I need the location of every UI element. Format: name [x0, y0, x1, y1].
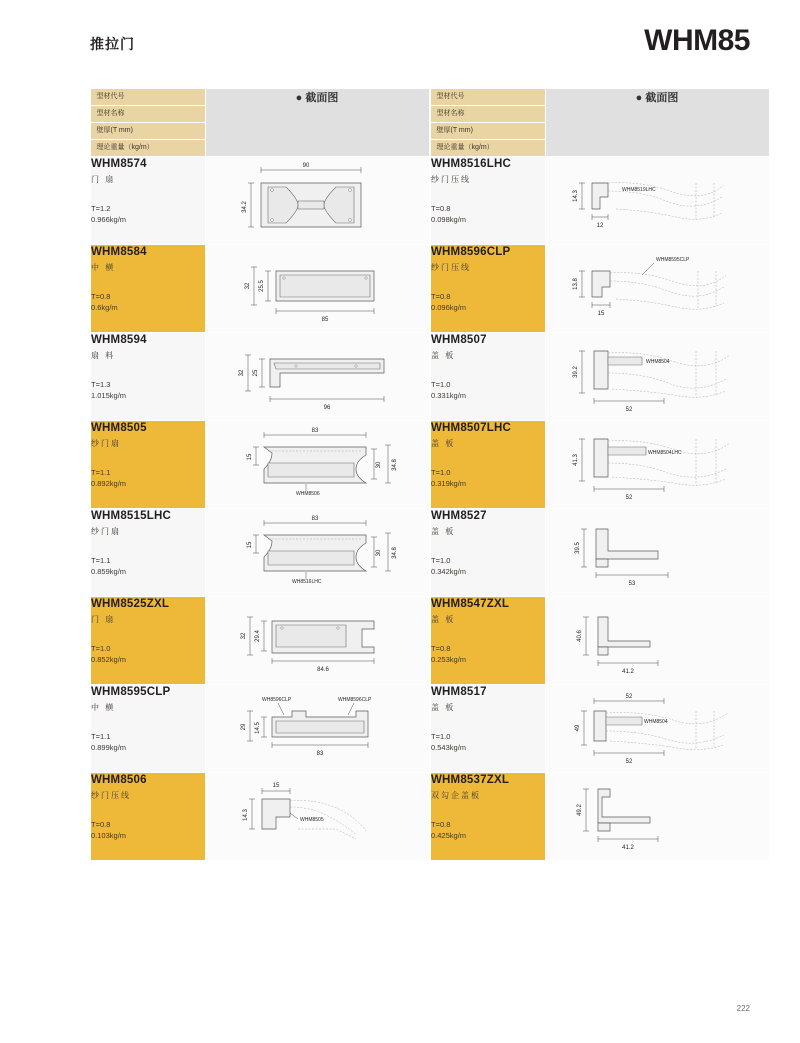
profile-code: WHM8505 [91, 421, 147, 434]
dim-h1: 32 [240, 632, 247, 639]
row-info [431, 684, 546, 772]
profile-weight: 0.859kg/m [91, 566, 127, 576]
profile-thickness: T=1.0 [431, 379, 451, 389]
header-label-name: 型材名称 [431, 106, 551, 123]
row-info [431, 596, 546, 684]
row-info [431, 508, 546, 596]
profile-drawing [205, 508, 429, 596]
profile-code: WHM8507 [431, 333, 487, 346]
table-header-row [91, 89, 430, 157]
profile-code: WHM8574 [91, 157, 147, 170]
dim-width: 53 [628, 580, 635, 587]
profile-drawing [205, 332, 429, 420]
row-info [91, 508, 206, 596]
dim-h3: 34.8 [391, 546, 398, 559]
table-row [91, 684, 430, 772]
dim-width: 12 [596, 222, 603, 229]
part-label: WHM8504LHC [647, 449, 682, 456]
table-row [431, 244, 770, 332]
table-row [91, 772, 430, 860]
profile-drawing [205, 156, 429, 244]
row-info [431, 244, 546, 332]
dim-h2: 25.5 [258, 279, 265, 292]
dim-width: 15 [272, 782, 279, 789]
dim-h2: 30 [375, 461, 382, 468]
table-row [91, 244, 430, 332]
series-code: WHM85 [644, 24, 750, 57]
profile-drawing [205, 244, 429, 332]
profile-name: 纱门扇 [91, 438, 121, 448]
dim-top: 52 [625, 693, 632, 700]
header-label-weight: 理论重量（kg/m） [431, 140, 551, 156]
dim-h1: 15 [246, 541, 253, 548]
profile-name: 中 横 [91, 262, 116, 272]
profile-code: WHM8596CLP [431, 245, 511, 258]
part-label-2: WHM8596CLP [337, 696, 371, 703]
row-info [91, 156, 206, 244]
profile-code: WHM8537ZXL [431, 773, 510, 786]
header-label-code: 型材代号 [91, 89, 211, 106]
dim-width: 52 [625, 406, 632, 413]
header-figure-title: ● 截面图 [545, 89, 769, 157]
dim-h1: 32 [244, 282, 251, 289]
table-row [431, 156, 770, 244]
profile-name: 纱门扇 [91, 526, 121, 536]
table-row [431, 684, 770, 772]
profile-drawing [545, 420, 769, 508]
profile-thickness: T=0.8 [91, 819, 111, 829]
dim-height: 34.2 [241, 200, 248, 213]
dim-h2: 25 [252, 369, 259, 376]
profile-name: 盖 板 [431, 702, 456, 712]
page-header [0, 0, 800, 72]
profile-thickness: T=0.8 [431, 203, 451, 213]
profile-code: WHM8525ZXL [91, 597, 170, 610]
profile-drawing [545, 156, 769, 244]
profile-code: WHM8516LHC [431, 157, 511, 170]
dim-h1: 13.8 [572, 277, 579, 290]
profile-code: WHM8517 [431, 685, 487, 698]
header-figure-title: ● 截面图 [205, 89, 429, 157]
profile-weight: 0.103kg/m [91, 830, 127, 840]
profile-drawing [205, 420, 429, 508]
table-row [91, 596, 430, 684]
part-label: WHM8506 [295, 490, 320, 497]
part-label: WHM8519LHC [621, 186, 656, 193]
row-info [91, 332, 206, 420]
profile-code: WHM8527 [431, 509, 487, 522]
profile-name: 盖 板 [431, 350, 456, 360]
profile-drawing [545, 332, 769, 420]
profile-thickness: T=1.0 [431, 555, 451, 565]
part-label: WHM8505 [299, 816, 324, 823]
table-row [91, 332, 430, 420]
dim-h1: 15 [246, 453, 253, 460]
profile-thickness: T=1.0 [91, 643, 111, 653]
profile-weight: 1.015kg/m [91, 390, 127, 400]
profile-name: 门 扇 [91, 174, 116, 184]
header-label-thickness: 壁厚(T mm) [91, 123, 211, 140]
profile-code: WHM8515LHC [91, 509, 171, 522]
profile-code: WHM8507LHC [431, 421, 511, 434]
row-info [431, 772, 546, 860]
table-row [91, 508, 430, 596]
dim-width: 15 [597, 310, 604, 317]
profile-weight: 0.253kg/m [431, 654, 467, 664]
part-label: WHM8504 [643, 718, 668, 725]
profile-code: WHM8594 [91, 333, 147, 346]
profile-drawing [545, 244, 769, 332]
profile-name: 盖 板 [431, 614, 456, 624]
header-label-name: 型材名称 [91, 106, 211, 123]
row-info [431, 332, 546, 420]
profile-thickness: T=0.8 [91, 291, 111, 301]
table-row [431, 332, 770, 420]
profile-code: WHM8595CLP [91, 685, 171, 698]
dim-h1: 40.6 [576, 629, 583, 642]
dim-width: 96 [323, 404, 330, 411]
table-row [431, 420, 770, 508]
profile-weight: 0.6kg/m [91, 302, 118, 312]
part-label: WHM8504 [645, 358, 670, 365]
profile-thickness: T=0.8 [431, 291, 451, 301]
dim-h1: 49.2 [576, 803, 583, 816]
profile-thickness: T=1.3 [91, 379, 111, 389]
dim-width: 83 [311, 515, 318, 522]
profile-name: 盖 板 [431, 438, 456, 448]
profile-weight: 0.319kg/m [431, 478, 467, 488]
profile-drawing [545, 772, 769, 860]
profile-code: WHM8584 [91, 245, 147, 258]
dim-width: 85 [321, 316, 328, 323]
header-label-weight: 理论重量（kg/m） [91, 140, 211, 156]
dim-h1: 39.2 [572, 365, 579, 378]
row-info [91, 420, 206, 508]
profile-weight: 0.331kg/m [431, 390, 467, 400]
table-header-row [431, 89, 770, 157]
row-info [91, 596, 206, 684]
profile-weight: 0.096kg/m [431, 302, 467, 312]
row-info [91, 772, 206, 860]
profile-weight: 0.852kg/m [91, 654, 127, 664]
profile-code: WHM8547ZXL [431, 597, 510, 610]
profile-thickness: T=1.0 [431, 731, 451, 741]
table-row [91, 420, 430, 508]
profile-name: 纱门压线 [431, 174, 471, 184]
profile-name: 中 横 [91, 702, 116, 712]
profile-name: 双勾企盖板 [431, 790, 481, 800]
table-row [431, 772, 770, 860]
dim-h1: 29 [240, 723, 247, 730]
profile-code: WHM8506 [91, 773, 147, 786]
right-spec-table [430, 88, 767, 861]
row-info [91, 684, 206, 772]
row-info [431, 420, 546, 508]
row-info [91, 244, 206, 332]
profile-drawing [205, 596, 429, 684]
profile-drawing [545, 508, 769, 596]
dim-h1: 32 [238, 369, 245, 376]
dim-h1: 14.3 [572, 189, 579, 202]
profile-drawing [205, 772, 429, 860]
row-info [431, 156, 546, 244]
dim-width: 41.2 [621, 668, 634, 675]
dim-bottom: 52 [625, 758, 632, 765]
profile-weight: 0.425kg/m [431, 830, 467, 840]
left-spec-table [90, 88, 427, 861]
header-label-thickness: 壁厚(T mm) [431, 123, 551, 140]
profile-weight: 0.543kg/m [431, 742, 467, 752]
profile-thickness: T=0.8 [431, 643, 451, 653]
profile-thickness: T=1.0 [431, 467, 451, 477]
profile-thickness: T=1.1 [91, 467, 111, 477]
profile-thickness: T=0.8 [431, 819, 451, 829]
dim-width: 41.2 [621, 844, 634, 851]
part-label: WH8516LHC [291, 578, 321, 585]
page-title: 推拉门 [90, 36, 135, 52]
page-number: 222 [736, 1004, 750, 1013]
dim-h2: 29.4 [254, 629, 261, 642]
header-label-code: 型材代号 [431, 89, 551, 106]
dim-width: 52 [625, 494, 632, 501]
dim-h1: 41.3 [572, 453, 579, 466]
profile-name: 纱门压线 [431, 262, 471, 272]
profile-weight: 0.098kg/m [431, 214, 467, 224]
dim-width: 84.6 [316, 666, 329, 673]
part-label-1: WH8596CLP [261, 696, 291, 703]
profile-weight: 0.892kg/m [91, 478, 127, 488]
dim-width: 83 [311, 427, 318, 434]
dim-h1: 49 [574, 724, 581, 731]
table-row [431, 508, 770, 596]
profile-name: 扇 料 [91, 350, 116, 360]
profile-name: 盖 板 [431, 526, 456, 536]
profile-thickness: T=1.1 [91, 731, 111, 741]
profile-weight: 0.342kg/m [431, 566, 467, 576]
profile-thickness: T=1.2 [91, 203, 111, 213]
profile-name: 纱门压线 [91, 790, 131, 800]
dim-h1: 39.5 [574, 541, 581, 554]
table-row [91, 156, 430, 244]
dim-h3: 34.8 [391, 458, 398, 471]
dim-width: 83 [316, 750, 323, 757]
table-row [431, 596, 770, 684]
profile-weight: 0.899kg/m [91, 742, 127, 752]
profile-drawing [205, 684, 429, 772]
dim-h1: 14.3 [242, 808, 249, 821]
profile-drawing [545, 684, 769, 772]
profile-drawing [545, 596, 769, 684]
profile-thickness: T=1.1 [91, 555, 111, 565]
dim-h2: 14.5 [254, 721, 261, 734]
dim-h2: 30 [375, 549, 382, 556]
dim-width: 90 [302, 162, 309, 169]
profile-weight: 0.966kg/m [91, 214, 127, 224]
part-label: WHM8595CLP [655, 256, 689, 263]
profile-name: 门 扇 [91, 614, 116, 624]
